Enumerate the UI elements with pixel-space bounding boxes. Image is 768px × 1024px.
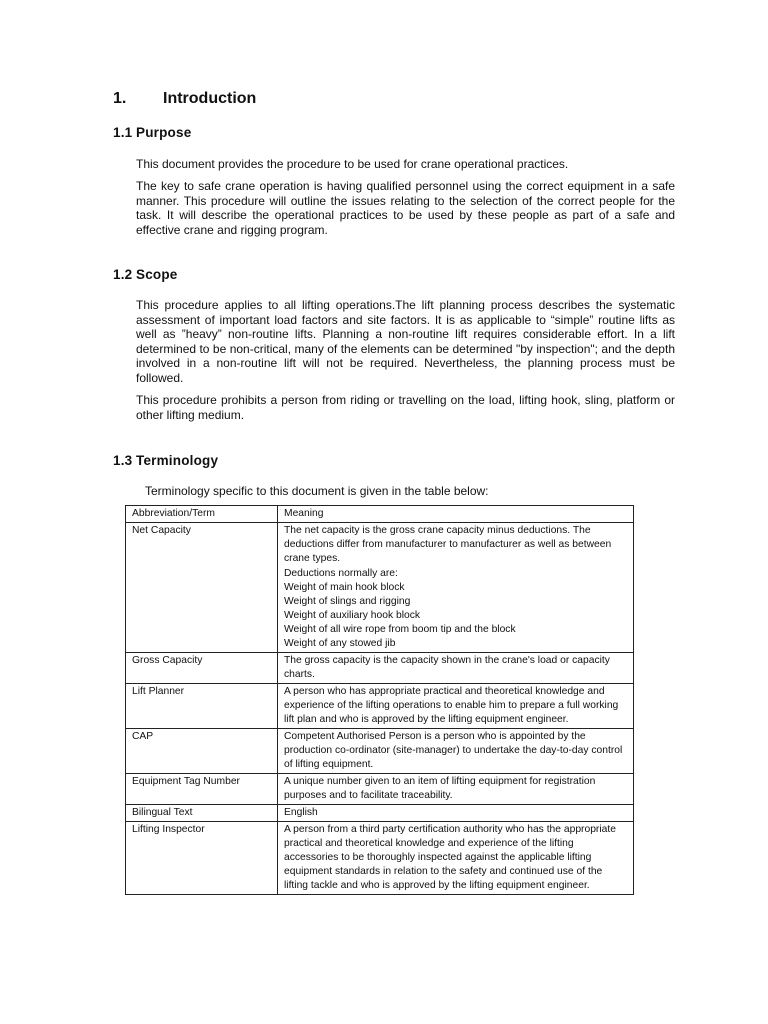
scope-paragraph-2: This procedure prohibits a person from riding or travelling on the load, lifting hook, sling, platform or other lifting medium. [136,393,675,422]
subsection-number: 1.3 [113,453,133,468]
meaning-line: Weight of any stowed jib [284,638,396,649]
meaning-line: The net capacity is the gross crane capacity minus deductions. The deductions differ from manufacturer to manufacturer as well as between crane types. [284,525,612,564]
column-header-meaning: Meaning [278,506,634,523]
column-header-term: Abbreviation/Term [126,506,278,523]
subsection-title: Scope [136,267,178,282]
subsection-heading-scope [113,267,178,282]
term-cell: Bilingual Text [126,805,278,822]
table-row [126,653,634,684]
meaning-line: Deductions normally are: [284,568,398,579]
subsection-number: 1.2 [113,267,133,282]
terminology-table [125,505,634,895]
section-heading-introduction [113,90,256,108]
term-cell: Net Capacity [126,523,278,653]
meaning-line: Weight of all wire rope from boom tip and the block [284,624,516,635]
term-cell: Lifting Inspector [126,822,278,895]
table-header-row [126,506,634,523]
meaning-cell [278,523,634,653]
term-cell: Equipment Tag Number [126,774,278,805]
scope-paragraph-1: This procedure applies to all lifting operations.The lift planning process describes the systematic assessment of important load factors and site factors. It is as applicable to “simple” routine lifts as well as ”heavy” non-routine lifts. Planning a non-routine lift requires considerable effort. In a lift determined to be non-critical, many of the elements can be determined "by inspection"; and the depth involved in a non-routine lift will not be required. Nevertheless, the planning process must be followed. [136,298,675,385]
term-cell: Lift Planner [126,684,278,729]
table-row [126,729,634,774]
meaning-cell: The gross capacity is the capacity shown in the crane's load or capacity charts. [278,653,634,684]
meaning-cell: A person from a third party certification authority who has the appropriate practical and theoretical knowledge and experience of the lifting accessories to be thoroughly inspected against the applicable lifting equipment standards in relation to the safety and continued use of the lifting tackle and who is approved by the lifting equipment engineer. [278,822,634,895]
meaning-cell: A person who has appropriate practical and theoretical knowledge and experience of the lifting operations to enable him to prepare a full working lift plan and who is approved by the lifting equipment engineer. [278,684,634,729]
section-title: Introduction [163,90,257,107]
term-cell: Gross Capacity [126,653,278,684]
table-row [126,822,634,895]
table-row [126,774,634,805]
meaning-line: Weight of slings and rigging [284,596,411,607]
subsection-title: Purpose [136,125,192,140]
term-cell: CAP [126,729,278,774]
meaning-cell: A unique number given to an item of lifting equipment for registration purposes and to facilitate traceability. [278,774,634,805]
table-row [126,523,634,653]
meaning-line: Weight of main hook block [284,582,405,593]
section-number: 1. [113,90,127,107]
subsection-number: 1.1 [113,125,133,140]
meaning-cell: English [278,805,634,822]
meaning-cell: Competent Authorised Person is a person who is appointed by the production co-ordinator (site-manager) to undertake the day-to-day control of lifting equipment. [278,729,634,774]
subsection-title: Terminology [136,453,219,468]
table-row [126,684,634,729]
table-row [126,805,634,822]
subsection-heading-purpose [113,125,191,140]
meaning-line: Weight of auxiliary hook block [284,610,421,621]
purpose-paragraph-2: The key to safe crane operation is having qualified personnel using the correct equipment in a safe manner. This procedure will outline the issues relating to the selection of the correct people for the task. It will describe the operational practices to be used by these people as part of a safe and effective crane and rigging program. [136,179,675,237]
terminology-intro: Terminology specific to this document is given in the table below: [145,484,489,498]
purpose-paragraph-1: This document provides the procedure to be used for crane operational practices. [136,157,569,171]
subsection-heading-terminology [113,453,218,468]
